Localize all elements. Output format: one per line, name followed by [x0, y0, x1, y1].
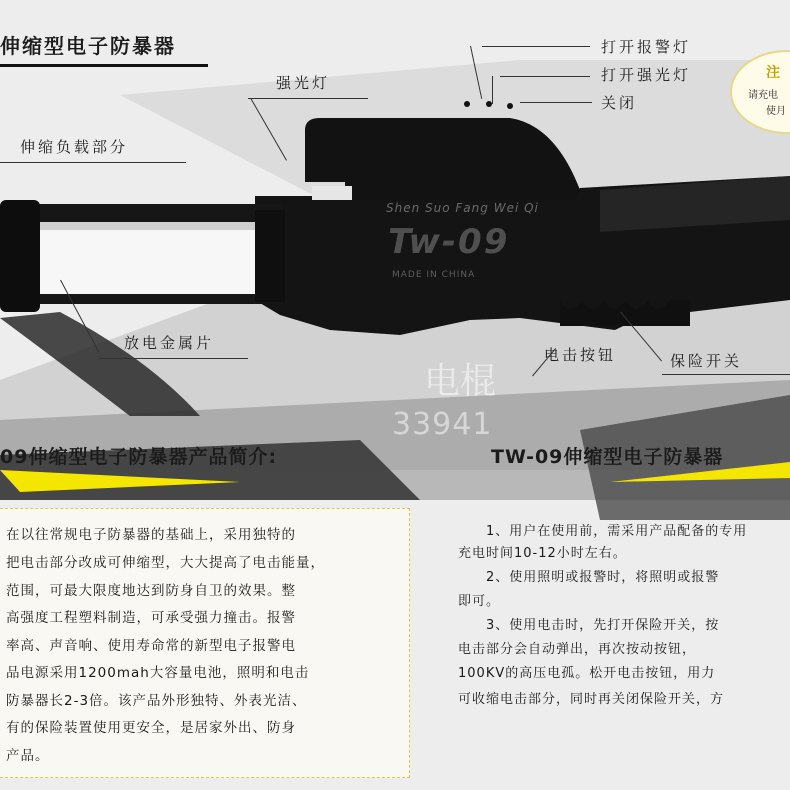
usage-line: 100KV的高压电孤。松开电击按钮，用力 — [458, 666, 716, 681]
intro-heading: 09伸缩型电子防暴器产品简介: — [0, 446, 278, 468]
label-discharge-plate: 放电金属片 — [124, 334, 215, 352]
label-open-alarm-light: 打开报警灯 — [601, 38, 692, 56]
leader-discharge-h — [98, 358, 248, 359]
label-safety-switch: 保险开关 — [670, 352, 743, 370]
usage-line: 可收缩电击部分，同时再关闭保险开关，方 — [458, 692, 725, 707]
intro-line: 产品。 — [6, 748, 50, 764]
notice-line-2: 使月 — [766, 106, 786, 117]
device-engraving: Shen Suo Fang Wei Qi — [386, 201, 539, 215]
intro-line: 防暴器长2-3倍。该产品外形独特、外表光洁、 — [6, 693, 307, 709]
usage-heading: TW-09伸缩型电子防暴器 — [491, 446, 724, 468]
watermark-text: 电棍 — [424, 361, 497, 402]
usage-line: 电击部分会自动弹出，再次按动按钮， — [458, 642, 697, 657]
intro-line: 在以往常规电子防暴器的基础上，采用独特的 — [6, 527, 296, 543]
usage-line: 即可。 — [458, 594, 501, 609]
usage-line: 1、用户在使用前，需采用产品配备的专用 — [486, 524, 748, 539]
label-shock-button: 电击按钮 — [544, 346, 617, 364]
leader-telescopic — [0, 162, 186, 163]
intro-line: 把电击部分改成可伸缩型，大大提高了电击能量， — [6, 555, 325, 571]
intro-line: 范围，可最大限度地达到防身自卫的效果。整 — [6, 583, 296, 599]
leader-flashlight-h — [248, 98, 368, 99]
notice-heading: 注 — [766, 65, 780, 81]
usage-line: 3、使用电击时，先打开保险开关，按 — [486, 618, 720, 633]
device-model: Tw-09 — [388, 222, 510, 262]
label-flashlight: 强光灯 — [276, 74, 331, 92]
device-origin: MADE IN CHINA — [392, 270, 476, 280]
page-title: 伸缩型电子防暴器 — [0, 34, 176, 58]
label-open-strong-light: 打开强光灯 — [601, 66, 692, 84]
intro-line: 高强度工程塑料制造，可承受强力撞击。报警 — [6, 610, 296, 626]
leader-safety-h — [662, 374, 790, 375]
intro-line: 品电源采用1200mah大容量电池，照明和电击 — [6, 665, 310, 681]
label-off: 关闭 — [601, 94, 638, 112]
usage-line: 2、使用照明或报警时，将照明或报警 — [486, 570, 720, 585]
label-telescopic-section: 伸缩负载部分 — [20, 138, 129, 156]
watermark-number: 33941 — [392, 407, 493, 442]
intro-line: 率高、声音响、使用寿命常的新型电子报警电 — [6, 638, 296, 654]
intro-line: 有的保险装置使用更安全，是居家外出、防身 — [6, 720, 296, 736]
usage-line: 充电时间10-12小时左右。 — [458, 546, 627, 561]
notice-line-1: 请充电 — [748, 90, 778, 101]
